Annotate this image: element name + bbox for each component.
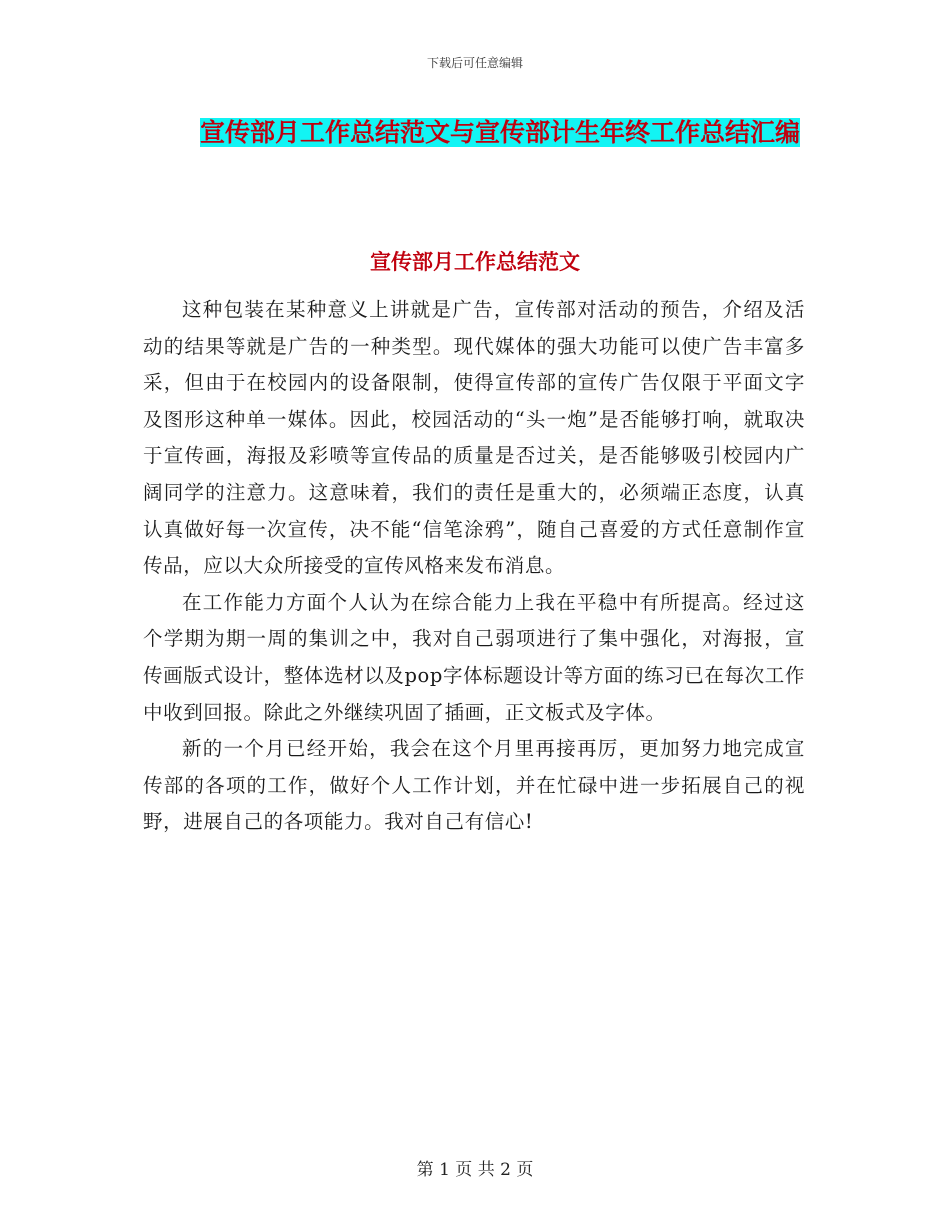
header-note: 下载后可任意编辑 bbox=[426, 56, 523, 70]
document-body bbox=[143, 292, 805, 841]
paragraph: 新的一个月已经开始，我会在这个月里再接再厉，更加努力地完成宣传部的各项的工作，做好个人工作计划，并在忙碌中进一步拓展自己的视野，进展自己的各项能力。我对自己有信心! bbox=[143, 737, 805, 834]
page-number-footer: 第 1 页 共 2 页 bbox=[416, 1160, 534, 1180]
document-title-text: 宣传部月工作总结范文与宣传部计生年终工作总结汇编 bbox=[199, 118, 800, 147]
document-title bbox=[160, 110, 840, 156]
paragraph: 在工作能力方面个人认为在综合能力上我在平稳中有所提高。经过这个学期为期一周的集训之中，我对自己弱项进行了集中强化，对海报，宣传画版式设计，整体选材以及pop字体标题设计等方面的练习已在每次工作中收到回报。除此之外继续巩固了插画，正文板式及字体。 bbox=[143, 590, 805, 724]
paragraph: 这种包装在某种意义上讲就是广告，宣传部对活动的预告，介绍及活动的结果等就是广告的一种类型。现代媒体的强大功能可以使广告丰富多采，但由于在校园内的设备限制，使得宣传部的宣传广告仅限于平面文字及图形这种单一媒体。因此，校园活动的“头一炮”是否能够打响，就取决于宣传画，海报及彩喷等宣传品的质量是否过关，是否能够吸引校园内广阔同学的注意力。这意味着，我们的责任是重大的，必须端正态度，认真认真做好每一次宣传，决不能“信笔涂鸦”，随自己喜爱的方式任意制作宣传品，应以大众所接受的宣传风格来发布消息。 bbox=[143, 298, 805, 578]
section-title: 宣传部月工作总结范文 bbox=[370, 250, 580, 274]
